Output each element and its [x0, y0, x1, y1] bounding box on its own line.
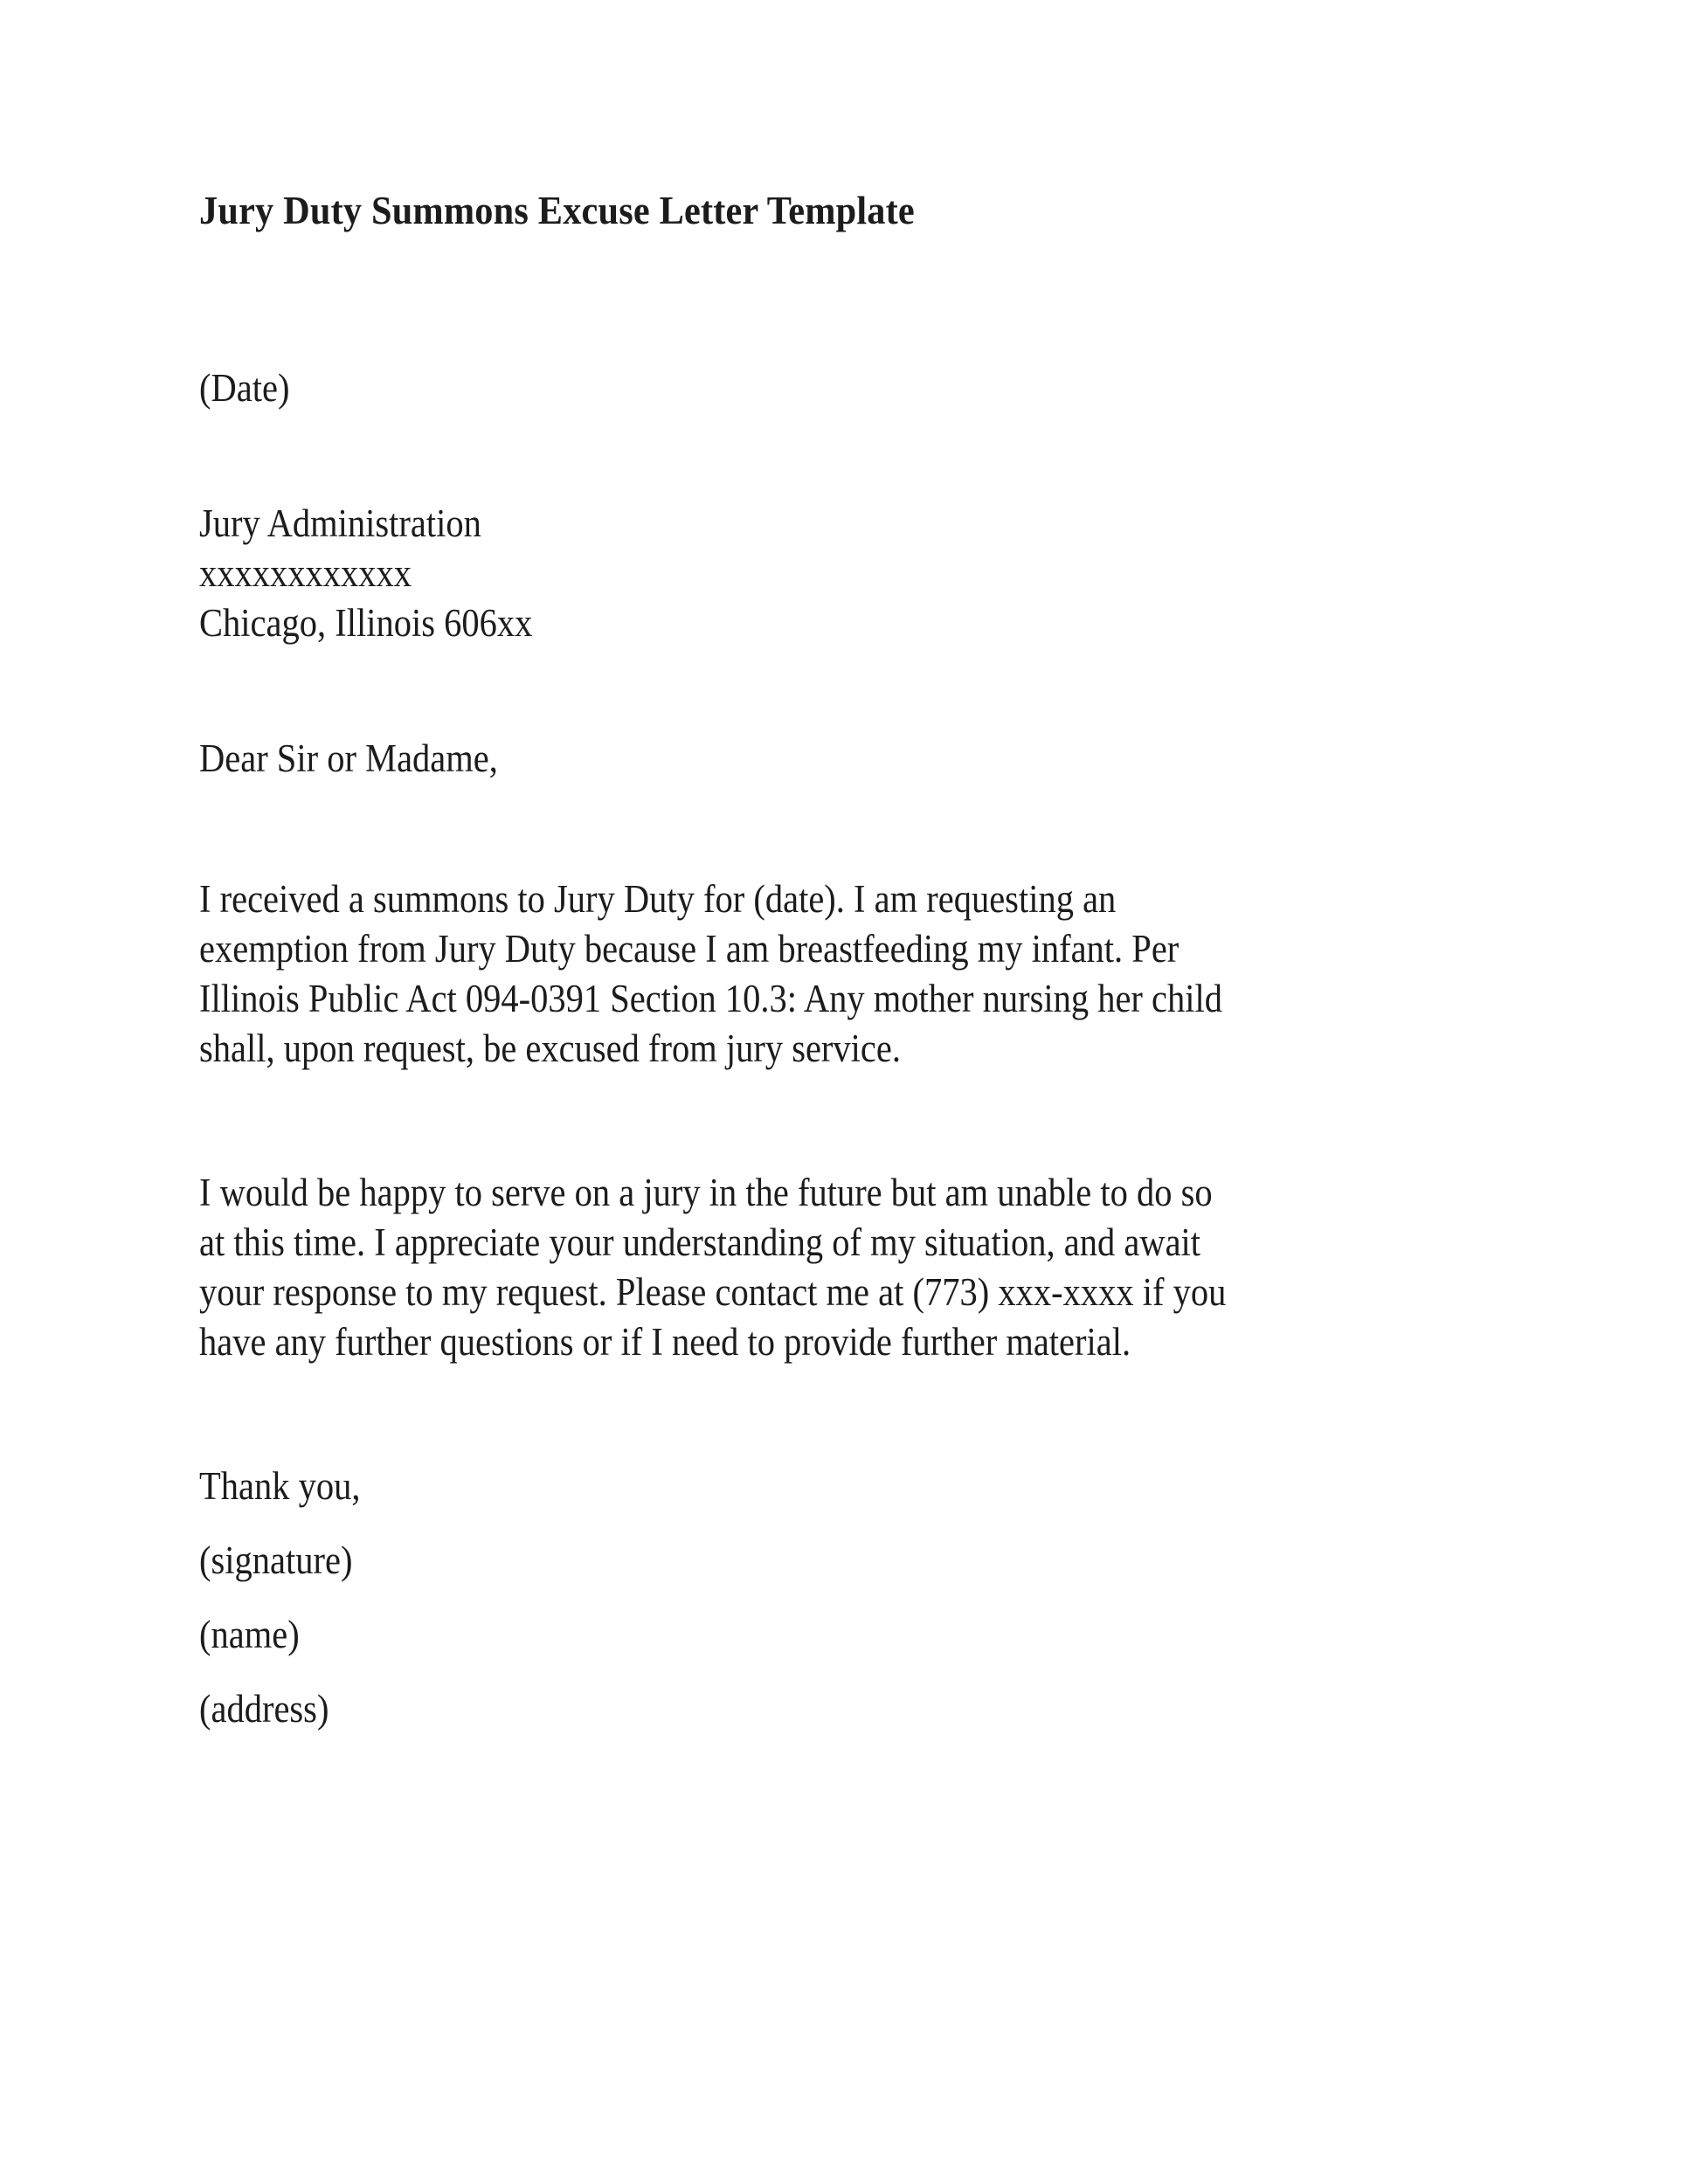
body-paragraph-2	[199, 1168, 1525, 1367]
date-block	[199, 363, 1525, 413]
spacer-address-greeting	[199, 648, 1527, 734]
paragraph1-line1: I received a summons to Jury Duty for (date). I am requesting an	[199, 877, 1117, 921]
address-placeholder: (address)	[199, 1687, 329, 1731]
salutation-block	[199, 734, 1525, 784]
signature-placeholder: (signature)	[199, 1538, 353, 1582]
spacer-date-address	[199, 413, 1527, 499]
salutation: Dear Sir or Madame,	[199, 736, 498, 780]
paragraph2-line2: at this time. I appreciate your understanding of my situation, and await	[199, 1220, 1201, 1264]
paragraph2-line4: have any further questions or if I need to provide further material.	[199, 1320, 1131, 1364]
paragraph1-line2: exemption from Jury Duty because I am breastfeeding my infant. Per	[199, 927, 1180, 971]
spacer-greeting-paragraph1	[199, 784, 1527, 874]
spacer-signature-name	[199, 1586, 1527, 1610]
spacer-name-address	[199, 1660, 1527, 1684]
name-placeholder: (name)	[199, 1613, 300, 1656]
spacer-paragraph1-paragraph2	[199, 1074, 1527, 1168]
body-paragraph-1	[199, 874, 1525, 1074]
paragraph2-line3: your response to my request. Please contact me at (773) xxx-xxxx if you	[199, 1270, 1227, 1314]
recipient-organization: Jury Administration	[199, 501, 481, 545]
spacer-thanks-signature	[199, 1511, 1527, 1536]
date-placeholder: (Date)	[199, 366, 290, 410]
recipient-city-state-zip: Chicago, Illinois 606xx	[199, 601, 533, 645]
closing-thanks: Thank you,	[199, 1464, 361, 1508]
paragraph1-line3: Illinois Public Act 094-0391 Section 10.3: Any mother nursing her child	[199, 977, 1223, 1020]
letter-body	[199, 190, 1527, 1734]
closing-block	[199, 1462, 1527, 1734]
spacer-paragraph2-closing	[199, 1367, 1527, 1462]
paragraph2-line1: I would be happy to serve on a jury in the future but am unable to do so	[199, 1171, 1213, 1214]
paragraph1-line4: shall, upon request, be excused from jury service.	[199, 1026, 902, 1070]
recipient-address-block	[199, 499, 1525, 648]
page-title: Jury Duty Summons Excuse Letter Template	[199, 188, 915, 232]
spacer-title-date	[199, 231, 1527, 363]
recipient-street: xxxxxxxxxxxx	[199, 551, 412, 595]
